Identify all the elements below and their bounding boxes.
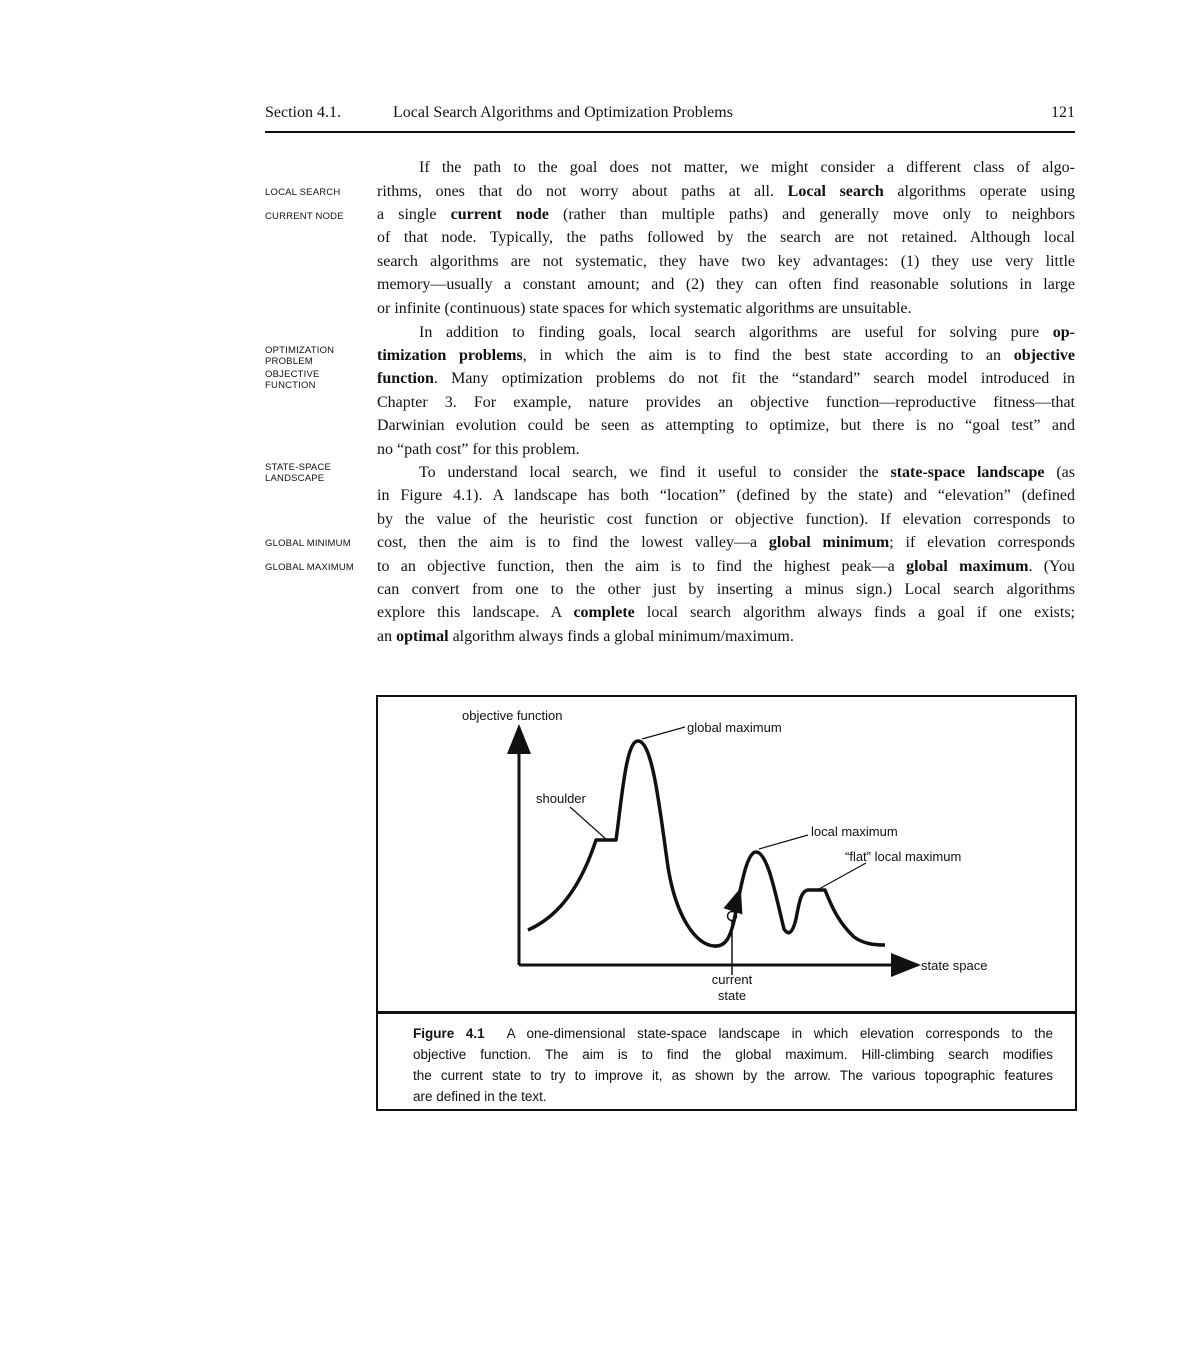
body-line: search algorithms are not systematic, they have two key advantages: (1) they use very little xyxy=(377,253,1075,270)
landscape-diagram xyxy=(378,697,1075,1011)
shoulder-label: shoulder xyxy=(536,791,586,806)
current-state-label-1: current xyxy=(711,972,753,987)
current-state-label-2: state xyxy=(717,988,747,1003)
body-line: a single current node (rather than multiple paths) and generally move only to neighbors xyxy=(377,206,1075,223)
body-line: memory—usually a constant amount; and (2) they can often find reasonable solutions in large xyxy=(377,276,1075,293)
body-line: by the value of the heuristic cost function or objective function). If elevation corresponds to xyxy=(377,511,1075,528)
body-line: Chapter 3. For example, nature provides an objective function—reproductive fitness—that xyxy=(377,394,1075,411)
margin-note-local-search: LOCAL SEARCH xyxy=(265,187,341,198)
margin-note-state-space: STATE-SPACE xyxy=(265,462,332,473)
header-title: Local Search Algorithms and Optimization Problems xyxy=(393,104,733,121)
margin-note-landscape: LANDSCAPE xyxy=(265,473,325,484)
x-axis-label: state space xyxy=(921,958,988,973)
term-local-search: Local search xyxy=(787,183,884,200)
body-line: rithms, ones that do not worry about paths at all. Local search algorithms operate using xyxy=(377,183,1076,200)
margin-note-problem: PROBLEM xyxy=(265,356,313,367)
term-state-space-landscape: state-space landscape xyxy=(890,464,1045,481)
body-line: cost, then the aim is to find the lowest valley—a global minimum; if elevation corresponds xyxy=(377,534,1075,551)
local-maximum-label: local maximum xyxy=(811,824,898,839)
global-maximum-leader xyxy=(642,727,685,739)
caption-line: are defined in the text. xyxy=(413,1089,547,1104)
margin-note-function: FUNCTION xyxy=(265,380,316,391)
term-global-minimum: global minimum xyxy=(768,534,890,551)
body-line: no “path cost” for this problem. xyxy=(377,441,580,458)
flat-local-maximum-leader xyxy=(819,863,866,889)
caption-line: Figure 4.1 A one-dimensional state-space landscape in which elevation corresponds to the xyxy=(413,1026,1053,1041)
body-line: To understand local search, we find it useful to consider the state-space landscape (as xyxy=(419,464,1076,481)
body-line: Darwinian evolution could be seen as attempting to optimize, but there is no “goal test” and xyxy=(377,417,1075,434)
header-section: Section 4.1. xyxy=(265,104,341,121)
body-line: If the path to the goal does not matter, we might consider a different class of algo- xyxy=(419,159,1075,176)
body-line: of that node. Typically, the paths followed by the search are not retained. Although local xyxy=(377,229,1075,246)
y-axis-label: objective function xyxy=(462,708,563,723)
figure-number: Figure 4.1 xyxy=(413,1026,485,1041)
body-line: an optimal algorithm always finds a global minimum/maximum. xyxy=(377,628,794,645)
caption-line: objective function. The aim is to find the global maximum. Hill-climbing search modifies xyxy=(413,1047,1053,1062)
term-function: function xyxy=(377,370,434,387)
body-line: to an objective function, then the aim is to find the highest peak—a global maximum. (You xyxy=(377,558,1076,575)
landscape-curve xyxy=(528,741,885,946)
global-maximum-label: global maximum xyxy=(687,720,782,735)
margin-note-optimization: OPTIMIZATION xyxy=(265,345,335,356)
margin-note-objective: OBJECTIVE xyxy=(265,369,320,380)
body-line: timization problems, in which the aim is to find the best state according to an objective xyxy=(377,347,1076,364)
page-number: 121 xyxy=(1051,104,1075,121)
margin-note-global-minimum: GLOBAL MINIMUM xyxy=(265,538,351,549)
term-objective: objective xyxy=(1013,347,1076,364)
flat-local-maximum-label: “flat” local maximum xyxy=(845,849,962,864)
margin-note-global-maximum: GLOBAL MAXIMUM xyxy=(265,562,355,573)
body-line: explore this landscape. A complete local search algorithm always finds a goal if one exists; xyxy=(377,604,1075,621)
body-line: can convert from one to the other just by inserting a minus sign.) Local search algorithms xyxy=(377,581,1075,598)
term-current-node: current node xyxy=(450,206,549,223)
term-optimal: optimal xyxy=(396,628,449,645)
running-header xyxy=(265,104,1075,133)
body-line: or infinite (continuous) state spaces for which systematic algorithms are unsuitable. xyxy=(377,300,912,317)
margin-note-current-node: CURRENT NODE xyxy=(265,211,344,222)
body-line: in Figure 4.1). A landscape has both “location” (defined by the state) and “elevation” (defined xyxy=(377,487,1075,504)
caption-line: the current state to try to improve it, as shown by the arrow. The various topographic features xyxy=(413,1068,1053,1083)
shoulder-leader xyxy=(570,807,607,840)
figure-caption xyxy=(413,1023,1053,1107)
term-global-maximum: global maximum xyxy=(906,558,1029,575)
term-complete: complete xyxy=(573,604,635,621)
term-optimization-problems: timization problems xyxy=(377,347,523,364)
body-line: In addition to finding goals, local search algorithms are useful for solving pure op- xyxy=(419,324,1075,341)
body-line: function. Many optimization problems do not fit the “standard” search model introduced in xyxy=(377,370,1075,387)
figure-caption-divider xyxy=(378,1011,1075,1014)
figure-4-1 xyxy=(376,695,1077,1111)
local-maximum-leader xyxy=(759,835,808,849)
